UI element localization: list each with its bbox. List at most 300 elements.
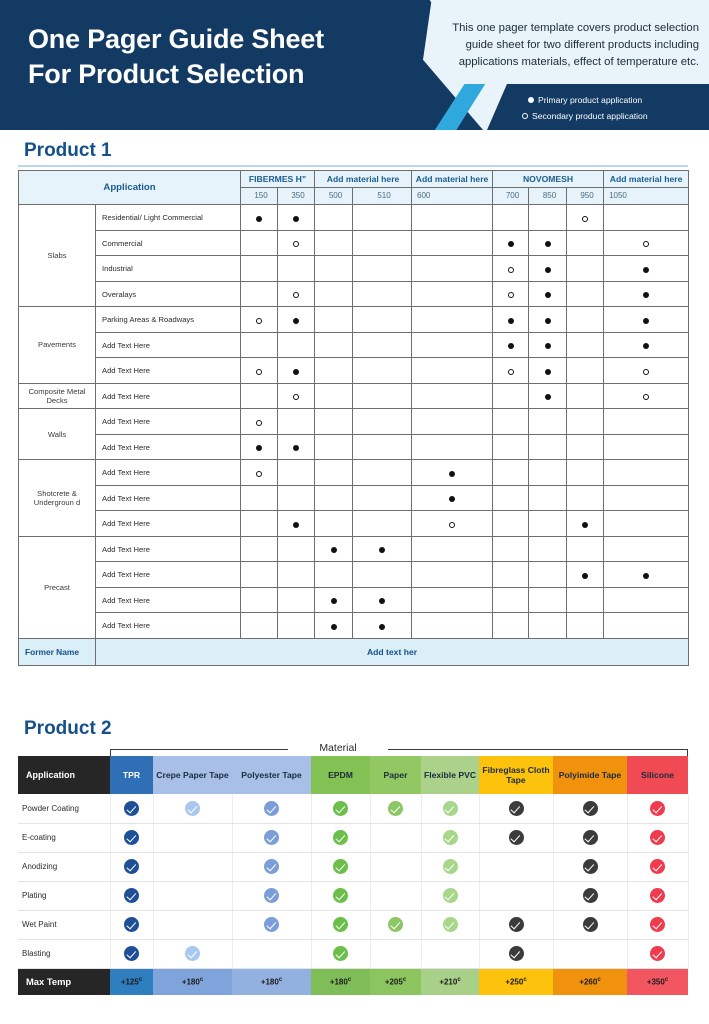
compatible-cell[interactable]	[370, 910, 421, 939]
mark-empty-cell[interactable]	[315, 281, 353, 307]
open-dot-icon	[449, 522, 455, 528]
mark-primary-cell[interactable]	[315, 587, 353, 613]
col-number-500: 500	[315, 188, 353, 205]
mark-empty-cell[interactable]	[241, 230, 278, 256]
check-icon	[509, 946, 524, 961]
mark-empty-cell[interactable]	[353, 409, 412, 435]
mark-empty-cell[interactable]	[604, 205, 689, 231]
mark-empty-cell[interactable]	[567, 230, 604, 256]
product1-group-label: Composite Metal Decks	[19, 383, 96, 409]
mark-empty-cell[interactable]	[529, 511, 567, 537]
mark-empty-cell[interactable]	[315, 230, 353, 256]
compatible-cell[interactable]	[311, 852, 370, 881]
material-bracket	[18, 742, 688, 756]
mark-empty-cell[interactable]	[241, 485, 278, 511]
mark-empty-cell[interactable]	[412, 562, 493, 588]
filled-dot-icon	[545, 394, 551, 400]
mark-empty-cell[interactable]	[604, 613, 689, 639]
check-icon	[509, 830, 524, 845]
mark-primary-cell[interactable]	[529, 307, 567, 333]
header-tagline: This one pager template covers product selection guide sheet for two different products including applications materials, effect of temperature etc.	[452, 22, 699, 69]
check-icon	[443, 801, 458, 816]
mark-empty-cell[interactable]	[412, 230, 493, 256]
mark-empty-cell[interactable]	[315, 409, 353, 435]
mark-primary-cell[interactable]	[241, 434, 278, 460]
mark-empty-cell[interactable]	[241, 383, 278, 409]
filled-dot-icon	[508, 318, 514, 324]
page-header	[0, 0, 709, 130]
mark-primary-cell[interactable]	[529, 281, 567, 307]
mark-empty-cell[interactable]	[278, 485, 315, 511]
mark-primary-cell[interactable]	[529, 383, 567, 409]
incompatible-cell[interactable]	[370, 939, 421, 968]
table-row	[19, 256, 689, 282]
check-icon	[124, 917, 139, 932]
col-number-1050: 1050	[604, 188, 689, 205]
open-dot-icon	[643, 369, 649, 375]
mark-empty-cell[interactable]	[353, 256, 412, 282]
mark-empty-cell[interactable]	[315, 205, 353, 231]
mark-primary-cell[interactable]	[529, 332, 567, 358]
mark-primary-cell[interactable]	[353, 613, 412, 639]
compatible-cell[interactable]	[627, 910, 688, 939]
mark-empty-cell[interactable]	[493, 485, 529, 511]
mark-empty-cell[interactable]	[241, 562, 278, 588]
max-temp-number: +205	[384, 977, 403, 987]
product1-application-label[interactable]: Add Text Here	[96, 562, 241, 588]
mark-primary-cell[interactable]	[278, 205, 315, 231]
product1-group-label: Shotcrete & Undergroun d	[19, 460, 96, 537]
incompatible-cell[interactable]	[553, 939, 627, 968]
mark-empty-cell[interactable]	[493, 613, 529, 639]
open-dot-icon	[643, 394, 649, 400]
mark-empty-cell[interactable]	[278, 409, 315, 435]
filled-dot-icon	[545, 292, 551, 298]
compatible-cell[interactable]	[421, 794, 479, 823]
compatible-cell[interactable]	[153, 794, 232, 823]
mark-empty-cell[interactable]	[412, 536, 493, 562]
compatible-cell[interactable]	[553, 881, 627, 910]
mark-empty-cell[interactable]	[353, 230, 412, 256]
compatible-cell[interactable]	[232, 910, 311, 939]
product1-header-row-groups	[19, 171, 689, 188]
mark-empty-cell[interactable]	[241, 281, 278, 307]
check-icon	[583, 830, 598, 845]
mark-primary-cell[interactable]	[278, 511, 315, 537]
max-temp-unit: c	[664, 976, 669, 983]
mark-empty-cell[interactable]	[567, 281, 604, 307]
mark-empty-cell[interactable]	[493, 536, 529, 562]
mark-empty-cell[interactable]	[315, 358, 353, 384]
header-legend-box	[487, 84, 709, 130]
mark-primary-cell[interactable]	[315, 613, 353, 639]
mark-primary-cell[interactable]	[567, 511, 604, 537]
mark-empty-cell[interactable]	[604, 536, 689, 562]
col-group-fibermesh: FIBERMES H”	[241, 171, 315, 188]
filled-dot-icon	[643, 343, 649, 349]
check-icon	[124, 946, 139, 961]
max-temp-number: +210	[439, 977, 458, 987]
compatible-cell[interactable]	[110, 881, 153, 910]
mark-empty-cell[interactable]	[315, 434, 353, 460]
mark-empty-cell[interactable]	[412, 434, 493, 460]
mark-empty-cell[interactable]	[278, 332, 315, 358]
mark-empty-cell[interactable]	[567, 587, 604, 613]
mark-empty-cell[interactable]	[353, 205, 412, 231]
mark-empty-cell[interactable]	[278, 613, 315, 639]
table-row	[18, 823, 688, 852]
product1-tbody	[19, 205, 689, 639]
product1-application-label[interactable]: Add Text Here	[96, 409, 241, 435]
mark-empty-cell[interactable]	[353, 485, 412, 511]
compatible-cell[interactable]	[479, 823, 553, 852]
mark-secondary-cell[interactable]	[604, 358, 689, 384]
open-dot-icon	[256, 471, 262, 477]
compatible-cell[interactable]	[553, 823, 627, 852]
mark-empty-cell[interactable]	[567, 536, 604, 562]
product1-application-label[interactable]: Overalays	[96, 281, 241, 307]
mark-primary-cell[interactable]	[604, 562, 689, 588]
compatible-cell[interactable]	[421, 823, 479, 852]
mark-empty-cell[interactable]	[493, 434, 529, 460]
compatible-cell[interactable]	[421, 881, 479, 910]
mark-primary-cell[interactable]	[278, 434, 315, 460]
compatible-cell[interactable]	[110, 794, 153, 823]
check-icon	[388, 801, 403, 816]
compatible-cell[interactable]	[479, 910, 553, 939]
max-temp-unit: c	[523, 976, 527, 983]
mark-empty-cell[interactable]	[604, 511, 689, 537]
mark-empty-cell[interactable]	[529, 485, 567, 511]
mark-empty-cell[interactable]	[412, 256, 493, 282]
incompatible-cell[interactable]	[153, 910, 232, 939]
mark-empty-cell[interactable]	[353, 460, 412, 486]
mark-empty-cell[interactable]	[529, 536, 567, 562]
mark-empty-cell[interactable]	[315, 256, 353, 282]
mark-empty-cell[interactable]	[529, 562, 567, 588]
mark-empty-cell[interactable]	[412, 281, 493, 307]
filled-dot-icon	[449, 496, 455, 502]
product2-col-header: Paper	[370, 756, 421, 794]
compatible-cell[interactable]	[311, 881, 370, 910]
mark-empty-cell[interactable]	[529, 613, 567, 639]
mark-empty-cell[interactable]	[567, 358, 604, 384]
product1-application-label[interactable]: Add Text Here	[96, 460, 241, 486]
mark-primary-cell[interactable]	[353, 587, 412, 613]
open-dot-icon	[522, 113, 528, 119]
mark-empty-cell[interactable]	[604, 587, 689, 613]
product1-application-label[interactable]: Commercial	[96, 230, 241, 256]
compatible-cell[interactable]	[232, 881, 311, 910]
compatible-cell[interactable]	[311, 823, 370, 852]
mark-secondary-cell[interactable]	[241, 409, 278, 435]
mark-empty-cell[interactable]	[315, 511, 353, 537]
mark-secondary-cell[interactable]	[493, 256, 529, 282]
check-icon	[185, 801, 200, 816]
product1-section-title: Product 1	[24, 140, 112, 161]
legend-item-secondary	[522, 111, 648, 121]
product2-header-row	[18, 756, 688, 794]
mark-secondary-cell[interactable]	[278, 230, 315, 256]
mark-secondary-cell[interactable]	[604, 383, 689, 409]
col-number-150: 150	[241, 188, 278, 205]
check-icon	[583, 801, 598, 816]
compatible-cell[interactable]	[232, 794, 311, 823]
mark-empty-cell[interactable]	[278, 536, 315, 562]
incompatible-cell[interactable]	[153, 823, 232, 852]
compatible-cell[interactable]	[311, 794, 370, 823]
mark-empty-cell[interactable]	[493, 587, 529, 613]
mark-primary-cell[interactable]	[412, 460, 493, 486]
check-icon	[509, 801, 524, 816]
mark-primary-cell[interactable]	[604, 307, 689, 333]
compatible-cell[interactable]	[627, 881, 688, 910]
compatible-cell[interactable]	[479, 794, 553, 823]
mark-empty-cell[interactable]	[315, 562, 353, 588]
max-temp-value	[479, 968, 553, 995]
compatible-cell[interactable]	[479, 939, 553, 968]
compatible-cell[interactable]	[627, 939, 688, 968]
mark-empty-cell[interactable]	[567, 332, 604, 358]
mark-empty-cell[interactable]	[353, 562, 412, 588]
compatible-cell[interactable]	[110, 823, 153, 852]
compatible-cell[interactable]	[627, 823, 688, 852]
product1-application-label[interactable]: Add Text Here	[96, 383, 241, 409]
mark-empty-cell[interactable]	[567, 256, 604, 282]
mark-empty-cell[interactable]	[278, 256, 315, 282]
mark-empty-cell[interactable]	[529, 205, 567, 231]
incompatible-cell[interactable]	[370, 823, 421, 852]
max-temp-value	[232, 968, 311, 995]
col-number-600: 600	[412, 188, 493, 205]
product1-application-label[interactable]: Add Text Here	[96, 485, 241, 511]
mark-empty-cell[interactable]	[278, 562, 315, 588]
product1-application-label[interactable]: Add Text Here	[96, 434, 241, 460]
incompatible-cell[interactable]	[153, 881, 232, 910]
mark-empty-cell[interactable]	[493, 409, 529, 435]
mark-empty-cell[interactable]	[567, 434, 604, 460]
table-row	[19, 358, 689, 384]
compatible-cell[interactable]	[110, 910, 153, 939]
mark-secondary-cell[interactable]	[412, 511, 493, 537]
product1-application-label[interactable]: Add Text Here	[96, 536, 241, 562]
check-icon	[264, 830, 279, 845]
check-icon	[443, 859, 458, 874]
mark-empty-cell[interactable]	[412, 383, 493, 409]
mark-primary-cell[interactable]	[278, 307, 315, 333]
incompatible-cell[interactable]	[232, 939, 311, 968]
compatible-cell[interactable]	[627, 794, 688, 823]
mark-secondary-cell[interactable]	[241, 460, 278, 486]
mark-primary-cell[interactable]	[604, 281, 689, 307]
mark-empty-cell[interactable]	[241, 613, 278, 639]
incompatible-cell[interactable]	[370, 881, 421, 910]
mark-empty-cell[interactable]	[241, 536, 278, 562]
filled-dot-icon	[293, 216, 299, 222]
product1-application-label[interactable]: Add Text Here	[96, 358, 241, 384]
mark-empty-cell[interactable]	[353, 281, 412, 307]
page-title	[28, 22, 448, 91]
filled-dot-icon	[331, 547, 337, 553]
mark-primary-cell[interactable]	[529, 230, 567, 256]
mark-empty-cell[interactable]	[567, 485, 604, 511]
compatible-cell[interactable]	[553, 910, 627, 939]
mark-secondary-cell[interactable]	[604, 230, 689, 256]
mark-empty-cell[interactable]	[529, 460, 567, 486]
mark-secondary-cell[interactable]	[493, 358, 529, 384]
compatible-cell[interactable]	[627, 852, 688, 881]
table-row	[19, 409, 689, 435]
max-temp-number: +125	[120, 977, 139, 987]
max-temp-number: +180	[181, 977, 200, 987]
mark-empty-cell[interactable]	[412, 587, 493, 613]
mark-empty-cell[interactable]	[567, 460, 604, 486]
product1-application-label[interactable]: Add Text Here	[96, 511, 241, 537]
compatible-cell[interactable]	[232, 823, 311, 852]
mark-primary-cell[interactable]	[604, 256, 689, 282]
mark-empty-cell[interactable]	[493, 511, 529, 537]
mark-empty-cell[interactable]	[315, 307, 353, 333]
compatible-cell[interactable]	[311, 939, 370, 968]
filled-dot-icon	[331, 624, 337, 630]
mark-empty-cell[interactable]	[493, 562, 529, 588]
compatible-cell[interactable]	[232, 852, 311, 881]
mark-secondary-cell[interactable]	[241, 358, 278, 384]
product1-application-label[interactable]: Parking Areas & Roadways	[96, 307, 241, 333]
mark-empty-cell[interactable]	[529, 587, 567, 613]
product1-group-label: Slabs	[19, 205, 96, 307]
mark-empty-cell[interactable]	[241, 511, 278, 537]
mark-secondary-cell[interactable]	[241, 307, 278, 333]
mark-empty-cell[interactable]	[493, 460, 529, 486]
incompatible-cell[interactable]	[370, 852, 421, 881]
mark-empty-cell[interactable]	[315, 332, 353, 358]
table-row	[19, 383, 689, 409]
table-row	[19, 511, 689, 537]
mark-primary-cell[interactable]	[604, 332, 689, 358]
mark-primary-cell[interactable]	[412, 485, 493, 511]
mark-empty-cell[interactable]	[353, 332, 412, 358]
mark-secondary-cell[interactable]	[493, 281, 529, 307]
mark-empty-cell[interactable]	[567, 383, 604, 409]
mark-empty-cell[interactable]	[567, 307, 604, 333]
mark-empty-cell[interactable]	[278, 460, 315, 486]
mark-empty-cell[interactable]	[353, 383, 412, 409]
mark-empty-cell[interactable]	[604, 485, 689, 511]
mark-primary-cell[interactable]	[493, 230, 529, 256]
check-icon	[650, 888, 665, 903]
mark-primary-cell[interactable]	[567, 562, 604, 588]
mark-empty-cell[interactable]	[412, 358, 493, 384]
product1-application-label[interactable]: Add Text Here	[96, 613, 241, 639]
mark-empty-cell[interactable]	[278, 587, 315, 613]
mark-primary-cell[interactable]	[529, 256, 567, 282]
compatible-cell[interactable]	[311, 910, 370, 939]
mark-empty-cell[interactable]	[241, 587, 278, 613]
mark-empty-cell[interactable]	[493, 383, 529, 409]
mark-primary-cell[interactable]	[493, 307, 529, 333]
compatible-cell[interactable]	[370, 794, 421, 823]
mark-empty-cell[interactable]	[412, 205, 493, 231]
mark-secondary-cell[interactable]	[278, 383, 315, 409]
mark-empty-cell[interactable]	[353, 307, 412, 333]
col-number-510: 510	[353, 188, 412, 205]
product2-max-temp-row	[18, 968, 688, 995]
check-icon	[333, 888, 348, 903]
incompatible-cell[interactable]	[153, 852, 232, 881]
max-temp-value	[153, 968, 232, 995]
mark-empty-cell[interactable]	[315, 460, 353, 486]
table-row	[19, 230, 689, 256]
mark-empty-cell[interactable]	[353, 511, 412, 537]
former-name-value[interactable]: Add text her	[96, 638, 689, 665]
mark-empty-cell[interactable]	[353, 358, 412, 384]
check-icon	[264, 917, 279, 932]
product2-col-header-application: Application	[18, 756, 110, 794]
mark-primary-cell[interactable]	[315, 536, 353, 562]
compatible-cell[interactable]	[553, 852, 627, 881]
mark-empty-cell[interactable]	[604, 460, 689, 486]
mark-empty-cell[interactable]	[241, 256, 278, 282]
check-icon	[650, 830, 665, 845]
mark-empty-cell[interactable]	[315, 485, 353, 511]
filled-dot-icon	[582, 522, 588, 528]
compatible-cell[interactable]	[553, 794, 627, 823]
mark-primary-cell[interactable]	[241, 205, 278, 231]
product1-application-label[interactable]: Add Text Here	[96, 332, 241, 358]
incompatible-cell[interactable]	[421, 939, 479, 968]
compatible-cell[interactable]	[110, 852, 153, 881]
mark-secondary-cell[interactable]	[567, 205, 604, 231]
check-icon	[264, 888, 279, 903]
mark-empty-cell[interactable]	[241, 332, 278, 358]
mark-empty-cell[interactable]	[604, 409, 689, 435]
table-row	[19, 205, 689, 231]
product1-application-label[interactable]: Industrial	[96, 256, 241, 282]
mark-empty-cell[interactable]	[412, 613, 493, 639]
product2-table	[18, 756, 689, 995]
filled-dot-icon	[293, 369, 299, 375]
mark-primary-cell[interactable]	[278, 358, 315, 384]
mark-empty-cell[interactable]	[567, 409, 604, 435]
incompatible-cell[interactable]	[479, 881, 553, 910]
compatible-cell[interactable]	[421, 910, 479, 939]
mark-primary-cell[interactable]	[353, 536, 412, 562]
product1-application-label[interactable]: Add Text Here	[96, 587, 241, 613]
product1-application-label[interactable]: Residential/ Light Commercial	[96, 205, 241, 231]
mark-empty-cell[interactable]	[567, 613, 604, 639]
compatible-cell[interactable]	[421, 852, 479, 881]
open-dot-icon	[256, 420, 262, 426]
compatible-cell[interactable]	[153, 939, 232, 968]
check-icon	[333, 917, 348, 932]
mark-primary-cell[interactable]	[529, 358, 567, 384]
mark-secondary-cell[interactable]	[278, 281, 315, 307]
compatible-cell[interactable]	[110, 939, 153, 968]
mark-empty-cell[interactable]	[353, 434, 412, 460]
mark-empty-cell[interactable]	[315, 383, 353, 409]
max-temp-label: Max Temp	[18, 968, 110, 995]
mark-empty-cell[interactable]	[493, 205, 529, 231]
mark-primary-cell[interactable]	[493, 332, 529, 358]
mark-empty-cell[interactable]	[604, 434, 689, 460]
mark-empty-cell[interactable]	[529, 409, 567, 435]
incompatible-cell[interactable]	[479, 852, 553, 881]
mark-empty-cell[interactable]	[529, 434, 567, 460]
mark-empty-cell[interactable]	[412, 332, 493, 358]
mark-empty-cell[interactable]	[412, 307, 493, 333]
mark-empty-cell[interactable]	[412, 409, 493, 435]
